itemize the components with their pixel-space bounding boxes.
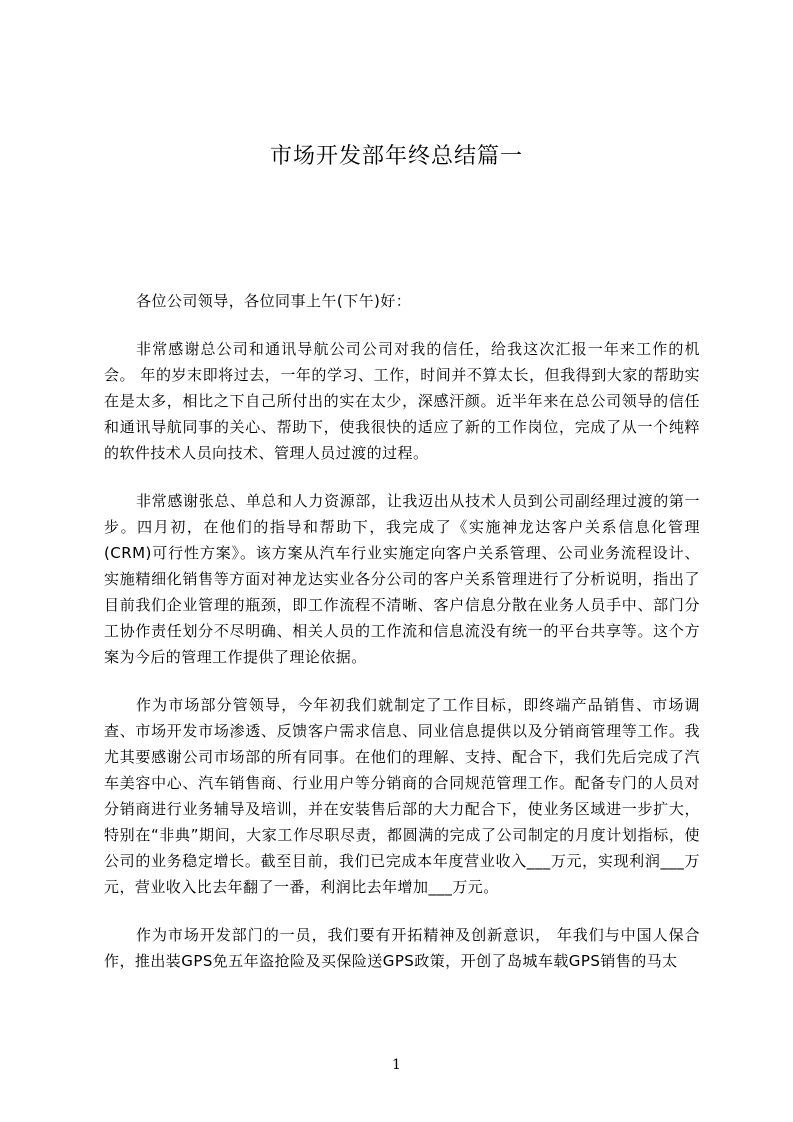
paragraph-thanks-leadership: 非常感谢张总、单总和人力资源部，让我迈出从技术人员到公司副经理过渡的第一步。四月初，在他们的指导和帮助下，我完成了《实施神龙达客户关系信息化管理(CRM)可行性方案》。该方案从汽车行业实施定向客户关系管理、公司业务流程设计、实施精细化销售等方面对神龙达实业各分公司的客户关系管理进行了分析说明，指出了目前我们企业管理的瓶颈，即工作流程不清晰、客户信息分散在业务人员手中、部门分工协作责任划分不尽明确、相关人员的工作流和信息流没有统一的平台共享等。这个方案为今后的管理工作提供了理论依据。 — [104, 492, 700, 666]
paragraph-greeting: 各位公司领导，各位同事上午(下午)好： — [136, 292, 412, 310]
page-number: 1 — [392, 1057, 401, 1073]
paragraph-market-work: 作为市场部分管领导，今年初我们就制定了工作目标，即终端产品销售、市场调查、市场开发市场渗透、反馈客户需求信息、同业信息提供以及分销商管理等工作。我尤其要感谢公司市场部的所有同事。在他们的理解、支持、配合下，我们先后完成了汽车美容中心、汽车销售商、行业用户等分销商的合同规范管理工作。配备专门的人员对分销商进行业务辅导及培训，并在安装售后部的大力配合下，使业务区域进一步扩大，特别在“非典”期间，大家工作尽职尽责，都圆满的完成了公司制定的月度计划指标，使公司的业务稳定增长。截至目前，我们已完成本年度营业收入___万元，实现利润___万元，营业收入比去年翻了一番，利润比去年增加___万元。 — [104, 696, 700, 896]
document-title: 市场开发部年终总结篇一 — [269, 144, 523, 169]
paragraph-thanks-company: 非常感谢总公司和通讯导航公司公司对我的信任，给我这次汇报一年来工作的机会。 年的岁末即将过去，一年的学习、工作，时间并不算太长，但我得到大家的帮助实在是太多，相比之下自己所付出的实在太少，深感汗颜。近半年来在总公司领导的信任和通讯导航同事的关心、帮助下，使我很快的适应了新的工作岗位，完成了从一个纯粹的软件技术人员向技术、管理人员过渡的过程。 — [104, 340, 700, 462]
paragraph-innovation: 作为市场开发部门的一员，我们要有开拓精神及创新意识， 年我们与中国人保合作，推出装GPS免五年盗抢险及买保险送GPS政策，开创了岛城车载GPS销售的马太 — [104, 926, 700, 970]
document-body — [104, 288, 700, 974]
